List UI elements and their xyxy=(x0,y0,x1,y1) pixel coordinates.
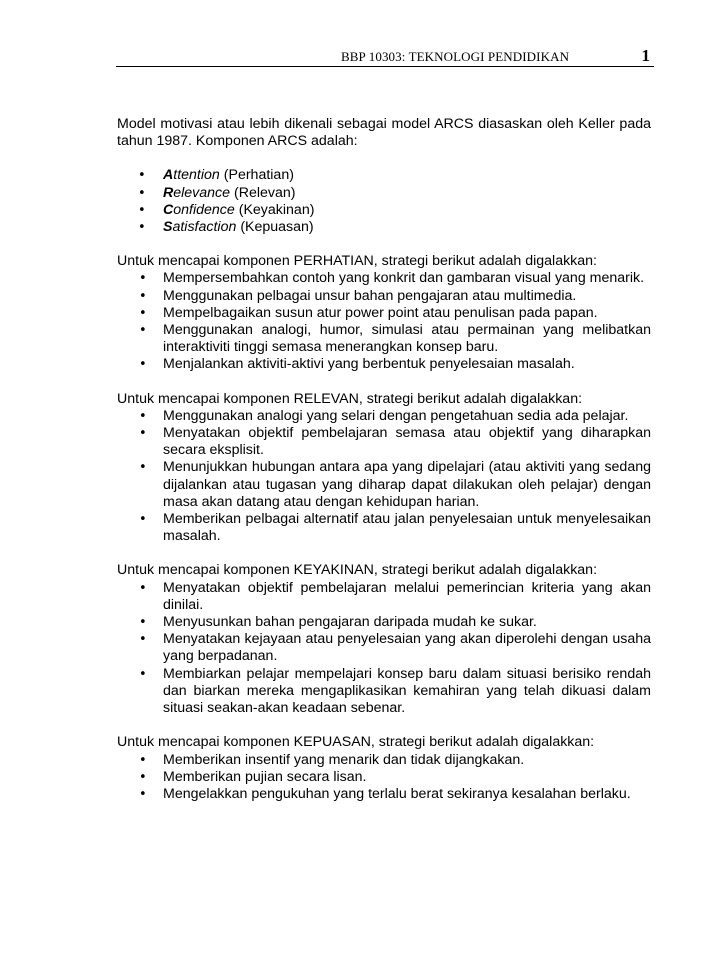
list-item-text: Menyatakan kejayaan atau penyelesaian yang akan diperolehi dengan usaha yang berpadanan. xyxy=(163,631,651,665)
list-item-text: Menyatakan objektif pembelajaran melalui pemerincian kriteria yang akan dinilai. xyxy=(163,579,651,613)
arcs-item xyxy=(117,202,651,219)
list-item-text: Menyatakan objektif pembelajaran semasa atau objektif yang diharapkan secara eksplisit. xyxy=(163,425,651,459)
arcs-list xyxy=(117,167,651,236)
bullet-icon: • xyxy=(139,357,147,373)
bullet-icon: • xyxy=(139,752,147,768)
bullet-icon: • xyxy=(139,408,147,424)
strategy-list-relevan xyxy=(117,408,651,546)
list-item-text: Mengelakkan pengukuhan yang terlalu berat sekiranya kesalahan berlaku. xyxy=(163,785,631,802)
strategy-list-perhatian xyxy=(117,270,651,373)
bullet-icon: • xyxy=(139,288,147,304)
list-item xyxy=(117,752,651,769)
list-item-text: Mempersembahkan contoh yang konkrit dan gambaran visual yang menarik. xyxy=(163,270,645,287)
list-item xyxy=(117,631,651,665)
arcs-term: ttention xyxy=(173,167,220,184)
bullet-icon: • xyxy=(139,769,147,785)
page-number: 1 xyxy=(641,46,650,65)
strategy-list-kepuasan xyxy=(117,752,651,804)
section-heading-relevan: Untuk mencapai komponen RELEVAN, strategi berikut adalah digalakkan: xyxy=(117,390,583,407)
list-item-text: Memberikan insentif yang menarik dan tidak dijangkakan. xyxy=(163,751,525,768)
list-item-text: Memberikan pelbagai alternatif atau jalan penyelesaian untuk menyelesaikan masalah. xyxy=(163,511,651,545)
list-item xyxy=(117,322,651,356)
list-item-text: Memberikan pujian secara lisan. xyxy=(163,768,367,785)
bullet-icon: • xyxy=(139,271,147,287)
list-item xyxy=(117,305,651,322)
list-item xyxy=(117,270,651,287)
list-item xyxy=(117,666,651,718)
arcs-translation: (Kepuasan) xyxy=(240,219,314,236)
arcs-initial: A xyxy=(163,167,174,184)
arcs-term: elevance xyxy=(173,184,231,201)
section-heading-keyakinan: Untuk mencapai komponen KEYAKINAN, strategi berikut adalah digalakkan: xyxy=(117,562,598,579)
list-item xyxy=(117,288,651,305)
bullet-icon: • xyxy=(139,512,147,528)
list-item xyxy=(117,511,651,545)
bullet-icon: • xyxy=(139,323,147,339)
list-item xyxy=(117,786,651,803)
bullet-icon: • xyxy=(138,220,146,236)
list-item xyxy=(117,356,651,373)
bullet-icon: • xyxy=(139,786,147,802)
list-item xyxy=(117,769,651,786)
bullet-icon: • xyxy=(139,426,147,442)
list-item xyxy=(117,408,651,425)
section-heading-perhatian: Untuk mencapai komponen PERHATIAN, strategi berikut adalah digalakkan: xyxy=(117,253,597,270)
section-heading-kepuasan: Untuk mencapai komponen KEPUASAN, strategi berikut adalah digalakkan: xyxy=(117,734,595,751)
list-item-text: Menjalankan aktiviti-aktivi yang berbentuk penyelesaian masalah. xyxy=(163,356,575,373)
bullet-icon: • xyxy=(139,580,147,596)
list-item xyxy=(117,459,651,511)
bullet-icon: • xyxy=(138,168,146,184)
header-title: BBP 10303: TEKNOLOGI PENDIDIKAN xyxy=(341,49,570,64)
list-item-text: Mempelbagaikan susun atur power point atau penulisan pada papan. xyxy=(163,304,598,321)
arcs-initial: R xyxy=(163,184,174,201)
list-item-text: Menggunakan pelbagai unsur bahan pengajaran atau multimedia. xyxy=(163,287,577,304)
bullet-icon: • xyxy=(139,305,147,321)
list-item-text: Membiarkan pelajar mempelajari konsep baru dalam situasi berisiko rendah dan biarkan mereka mengaplikasikan kemahiran yang telah dikuasi dalam situasi seakan-akan keadaan sebenar. xyxy=(163,665,651,717)
arcs-item xyxy=(117,185,651,202)
list-item xyxy=(117,580,651,614)
bullet-icon: • xyxy=(139,632,147,648)
list-item xyxy=(117,425,651,459)
arcs-translation: (Perhatian) xyxy=(223,167,294,184)
arcs-term: onfidence xyxy=(173,201,235,218)
arcs-translation: (Relevan) xyxy=(234,184,296,201)
arcs-item xyxy=(117,167,651,184)
page-header xyxy=(116,40,654,67)
arcs-initial: C xyxy=(163,201,174,218)
strategy-list-keyakinan xyxy=(117,580,651,718)
list-item-text: Menunjukkan hubungan antara apa yang dipelajari (atau aktiviti yang sedang dijalankan atau tugasan yang diharap dapat dilakukan oleh pelajar) dengan masa akan datang atau dengan kehidupan harian. xyxy=(163,459,651,510)
bullet-icon: • xyxy=(139,615,147,631)
list-item-text: Menggunakan analogi yang selari dengan pengetahuan sedia ada pelajar. xyxy=(163,407,629,424)
bullet-icon: • xyxy=(139,460,147,476)
list-item-text: Menyusunkan bahan pengajaran daripada mudah ke sukar. xyxy=(163,614,537,631)
intro-paragraph: Model motivasi atau lebih dikenali sebagai model ARCS diasaskan oleh Keller pada tahun 1987. Komponen ARCS adalah: xyxy=(117,116,651,150)
arcs-item xyxy=(117,219,651,236)
bullet-icon: • xyxy=(138,202,146,218)
bullet-icon: • xyxy=(139,666,147,682)
arcs-term: atisfaction xyxy=(172,219,237,236)
document-body xyxy=(117,116,651,803)
arcs-translation: (Keyakinan) xyxy=(238,201,315,218)
bullet-icon: • xyxy=(138,185,146,201)
list-item xyxy=(117,614,651,631)
list-item-text: Menggunakan analogi, humor, simulasi atau permainan yang melibatkan interaktiviti tinggi semasa menerangkan konsep baru. xyxy=(163,322,651,356)
arcs-initial: S xyxy=(163,219,173,236)
